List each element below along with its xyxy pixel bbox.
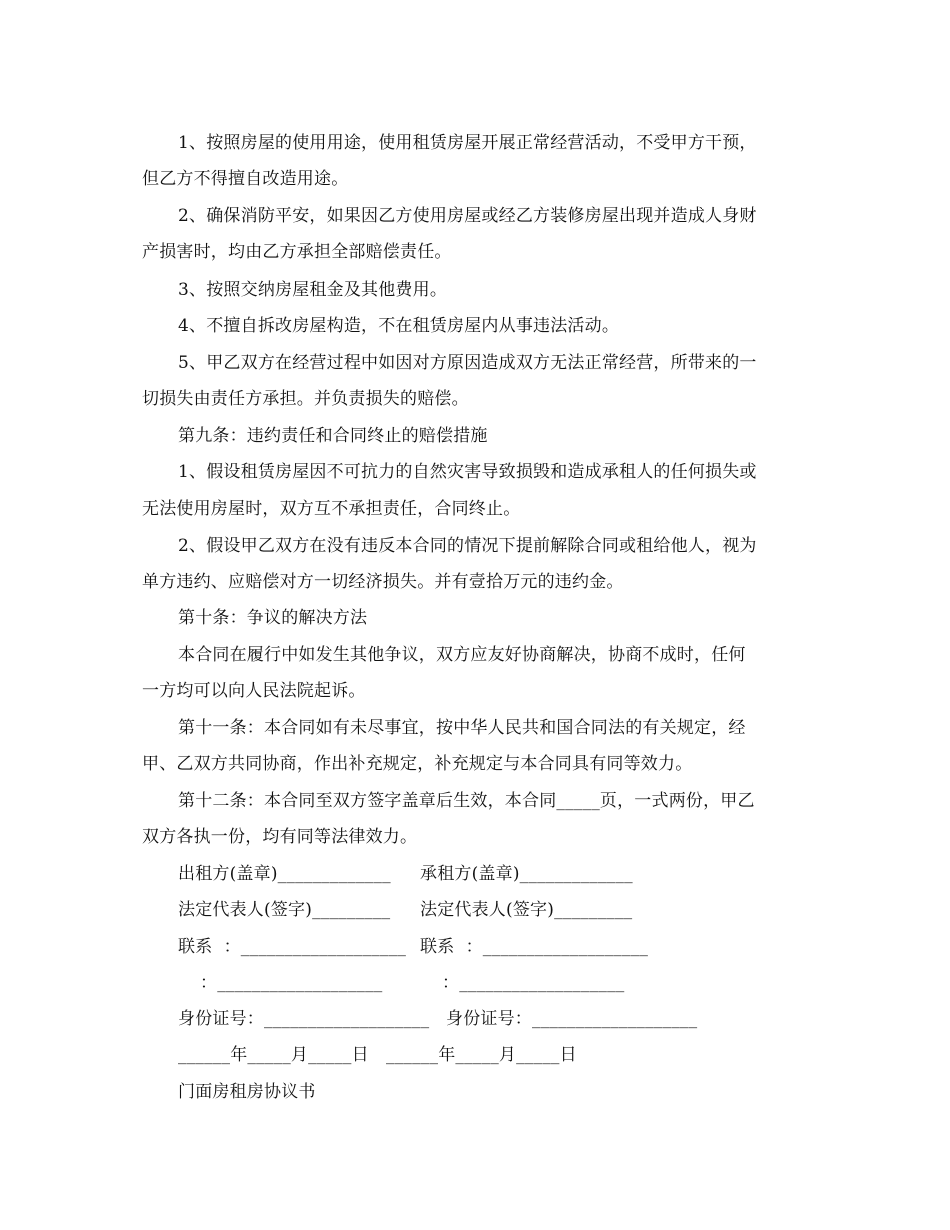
- clause-11-line-1: 第十一条：本合同如有未尽事宜，按中华人民共和国合同法的有关规定，经: [178, 718, 746, 738]
- lessee-seal-field: 承租方(盖章)_____________: [420, 864, 633, 884]
- clause-8-item-2-line-1: 2、确保消防平安，如果因乙方使用房屋或经乙方装修房屋出现并造成人身财: [178, 206, 757, 226]
- clause-8-item-1-line-1: 1、按照房屋的使用用途，使用租赁房屋开展正常经营活动，不受甲方干预，: [178, 133, 757, 153]
- lessee-legal-rep-field: 法定代表人(签字)_________: [420, 900, 633, 920]
- lessee-id-number-field: 身份证号：___________________: [446, 1009, 698, 1029]
- lessor-contact-field: 联系 ：___________________: [178, 937, 407, 957]
- clause-10-heading: 第十条：争议的解决方法: [178, 608, 368, 628]
- clause-9-item-1-line-2: 无法使用房屋时，双方互不承担责任，合同终止。: [142, 499, 521, 519]
- clause-8-item-3: 3、按照交纳房屋租金及其他费用。: [178, 280, 448, 300]
- footer-document-title: 门面房租房协议书: [178, 1082, 316, 1102]
- lessor-legal-rep-field: 法定代表人(签字)_________: [178, 900, 391, 920]
- clause-8-item-4: 4、不擅自拆改房屋构造，不在租赁房屋内从事违法活动。: [178, 316, 620, 336]
- lessee-contact-field: 联系 ：___________________: [420, 937, 649, 957]
- lessor-id-number-field: 身份证号：___________________: [178, 1009, 430, 1029]
- lessor-seal-field: 出租方(盖章)_____________: [178, 864, 391, 884]
- clause-8-item-2-line-2: 产损害时，均由乙方承担全部赔偿责任。: [142, 242, 452, 262]
- clause-8-item-5-line-2: 切损失由责任方承担。并负责损失的赔偿。: [142, 389, 469, 409]
- clause-12-line-1: 第十二条：本合同至双方签字盖章后生效，本合同_____页，一式两份，甲乙: [178, 791, 755, 811]
- lessor-contact-cont-field: ：___________________: [200, 973, 383, 993]
- clause-9-heading: 第九条：违约责任和合同终止的赔偿措施: [178, 426, 488, 446]
- lessee-date-field: ______年_____月_____日: [386, 1045, 577, 1065]
- lessee-contact-cont-field: ：___________________: [442, 973, 625, 993]
- lessor-date-field: ______年_____月_____日: [178, 1045, 369, 1065]
- clause-10-body-line-1: 本合同在履行中如发生其他争议，双方应友好协商解决，协商不成时，任何: [178, 645, 746, 665]
- clause-8-item-1-line-2: 但乙方不得擅自改造用途。: [142, 169, 349, 189]
- clause-8-item-5-line-1: 5、甲乙双方在经营过程中如因对方原因造成双方无法正常经营，所带来的一: [178, 353, 757, 373]
- clause-10-body-line-2: 一方均可以向人民法院起诉。: [142, 681, 366, 701]
- clause-11-line-2: 甲、乙双方共同协商，作出补充规定，补充规定与本合同具有同等效力。: [142, 754, 693, 774]
- clause-9-item-2-line-2: 单方违约、应赔偿对方一切经济损失。并有壹拾万元的违约金。: [142, 572, 624, 592]
- clause-9-item-1-line-1: 1、假设租赁房屋因不可抗力的自然灾害导致损毁和造成承租人的任何损失或: [178, 462, 757, 482]
- clause-12-line-2: 双方各执一份，均有同等法律效力。: [142, 827, 418, 847]
- clause-9-item-2-line-1: 2、假设甲乙双方在没有违反本合同的情况下提前解除合同或租给他人，视为: [178, 536, 757, 556]
